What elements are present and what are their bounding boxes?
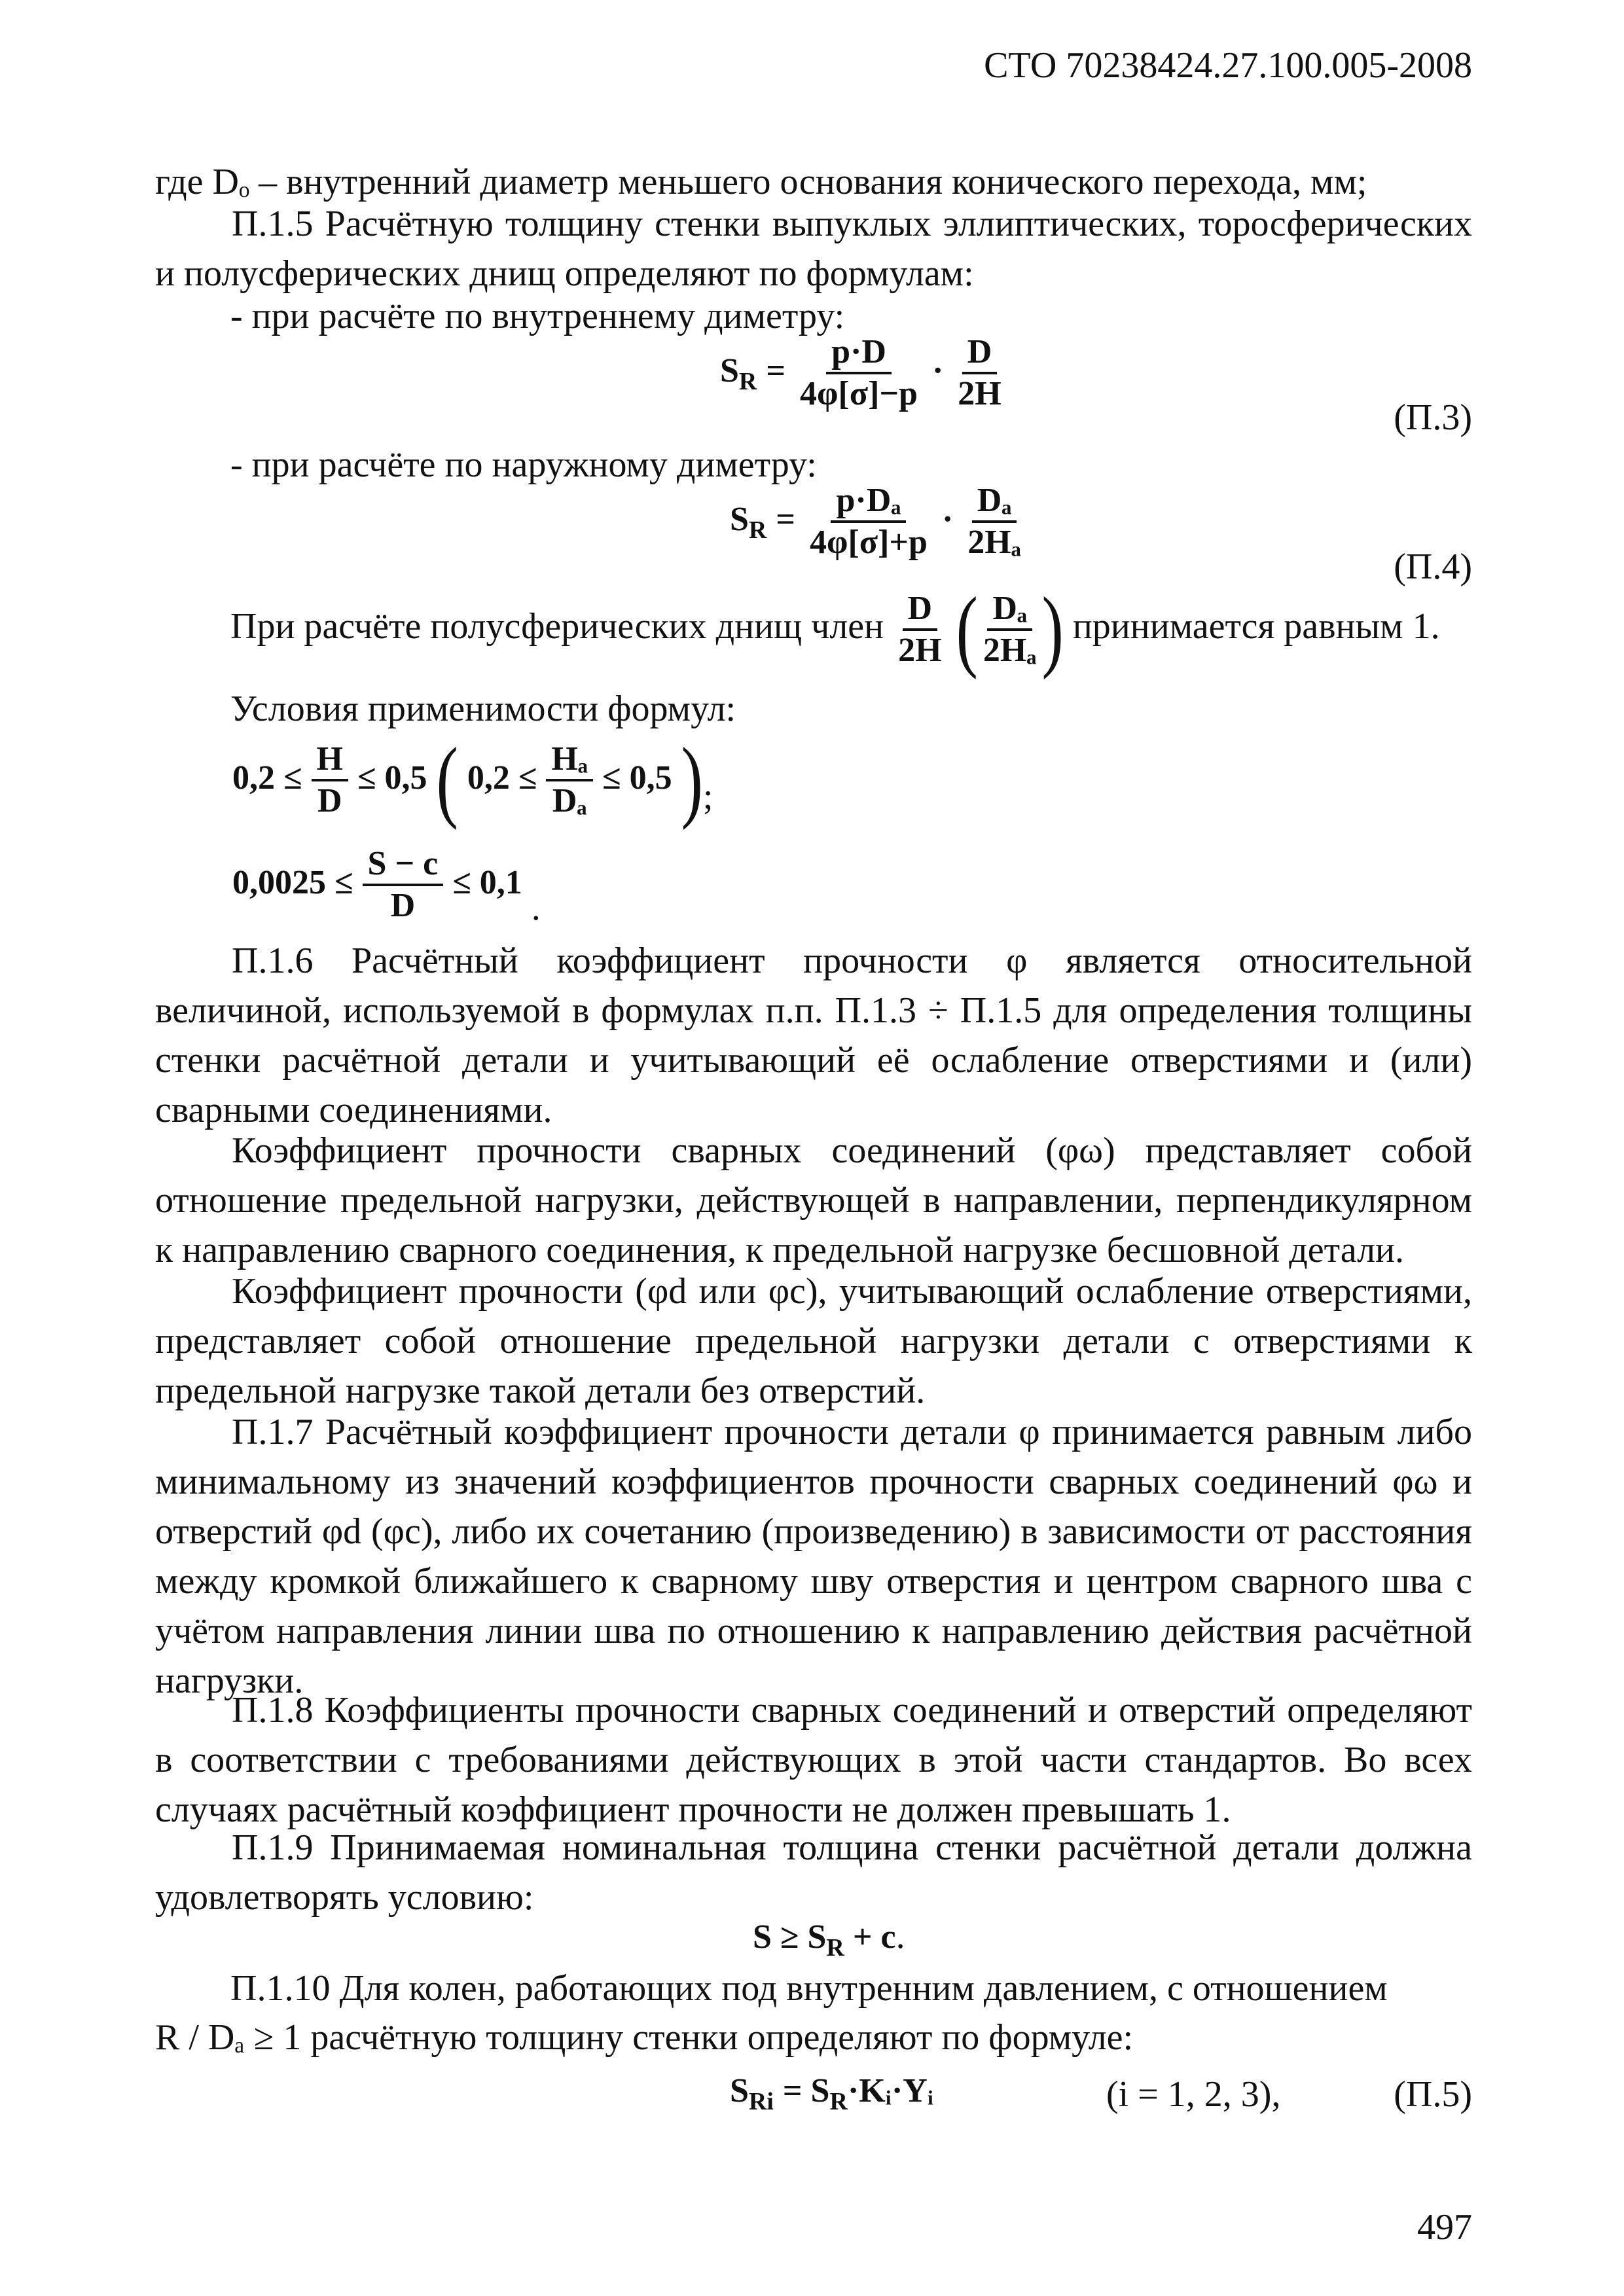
equation-number-p4: (П.4) xyxy=(1394,547,1472,587)
formula-p5: $S_{Ri}$ = $S_R\cdot Kᵢ\cdot Yᵢ$ xyxy=(730,2072,934,2115)
fraction: $\frac{\text{Hₐ}}{\text{Dₐ}}$ xyxy=(546,740,593,821)
index-range: (i = 1, 2, 3), xyxy=(1106,2074,1281,2115)
equation-number-p5: (П.5) xyxy=(1394,2074,1472,2115)
fraction: $\frac{D}{2H}$ xyxy=(898,590,942,669)
paragraph-weld-coefficient: Коэффициент прочности сварных соединений (φω) представляет собой отношение предельной нагрузки, действующей в направлении, перпендикулярном к направлению сварного соединения, к предельной нагрузке бесшовной детали. xyxy=(155,1130,1472,1270)
paragraph-p1110-line2: R / Dₐ ≥ 1 расчётную толщину стенки определяют по формуле: xyxy=(155,2017,1134,2058)
paragraph-p119: П.1.9 Принимаемая номинальная толщина стенки расчётной детали должна удовлетворять условию: xyxy=(155,1827,1472,1918)
conditions-heading: Условия применимости формул: xyxy=(230,689,736,729)
paragraph-p1110: П.1.10 Для колен, работающих под внутренним давлением, с отношением xyxy=(230,1968,1388,2009)
definition-do: где Dₒ – внутренний диаметр меньшего основания конического перехода, мм; xyxy=(155,162,1367,202)
formula-p4: $S_R$ = $\frac{\text{p·Dₐ}}{4\varphi[\sigma]+p}$ · $\frac{\text{Dₐ}}{\text{2Hₐ}}$ xyxy=(730,481,1026,562)
page-number: 497 xyxy=(1417,2207,1472,2248)
list-item-outer-diameter: - при расчёте по наружному диметру: xyxy=(230,444,817,485)
list-item-inner-diameter: - при расчёте по внутреннему диметру: xyxy=(230,296,845,336)
fraction: $\frac{D}{2H}$ xyxy=(958,333,1001,412)
fraction: $\frac{\text{p·Dₐ}}{4\varphi[\sigma]+p}$ xyxy=(810,482,928,561)
paragraph-hole-coefficient: Коэффициент прочности (φd или φc), учитывающий ослабление отверстиями, представляет собой отношение предельной нагрузки детали с отверстиями к предельной нагрузке такой детали без отверстий. xyxy=(155,1271,1472,1411)
condition-h-d: 0,2 ≤ $\frac{H}{D}$ ≤ 0,5 ( 0,2 ≤ $\frac{\text{Hₐ}}{\text{Dₐ}}$ ≤ 0,5 ); xyxy=(232,728,713,831)
fraction: $\frac{\text{Dₐ}}{\text{2Hₐ}}$ xyxy=(967,482,1021,561)
document-code-header: СТО 70238424.27.100.005-2008 xyxy=(984,45,1472,86)
equation-number-p3: (П.3) xyxy=(1394,397,1472,438)
formula-thickness-condition: $S \ge S_R + c$. xyxy=(753,1916,905,1962)
condition-s-c-d: 0,0025 ≤ $\frac{S - c}{D}$ ≤ 0,1 . xyxy=(232,845,541,928)
fraction: $\frac{p\cdot D}{4\varphi[\sigma]-p}$ xyxy=(800,333,918,412)
fraction: $\frac{S - c}{D}$ xyxy=(363,844,444,925)
formula-p3: $S_R$ = $\frac{p\cdot D}{4\varphi[\sigma]-p}$ · $\frac{D}{2H}$ xyxy=(720,332,1007,414)
paragraph-p117: П.1.7 Расчётный коэффициент прочности детали φ принимается равным либо минимальному из значений коэффициентов прочности сварных соединений φω и отверстий φd (φc), либо их сочетанию (произведению) в зависимости от расстояния между кромкой ближайшего к сварному шву отверстия и центром сварного шва с учётом направления линии шва по отношению к направлению действия расчётной нагрузки. xyxy=(155,1412,1472,1701)
paragraph-p118: П.1.8 Коэффициенты прочности сварных соединений и отверстий определяют в соответствии с требованиями действующих в этой части стандартов. Во всех случаях расчётный коэффициент прочности не должен превышать 1. xyxy=(155,1690,1472,1830)
fraction: $\frac{\text{Dₐ}}{\text{2Hₐ}}$ xyxy=(983,590,1037,669)
hemispherical-note: При расчёте полусферических днищ член $\frac{D}{2H}$ ( $\frac{\text{Dₐ}}{\text{2Hₐ}}$ ) принимается равным 1. xyxy=(230,578,1440,680)
fraction: $\frac{H}{D}$ xyxy=(312,740,348,821)
paragraph-p116: П.1.6 Расчётный коэффициент прочности φ является относительной величиной, используемой в формулах п.п. П.1.3 ÷ П.1.5 для определения толщины стенки расчётной детали и учитывающий её ослабление отверстиями и (или) сварными соединениями. xyxy=(155,941,1472,1130)
paragraph-p115: П.1.5 Расчётную толщину стенки выпуклых эллиптических, торосферических и полусферических днищ определяют по формулам: xyxy=(155,204,1472,294)
